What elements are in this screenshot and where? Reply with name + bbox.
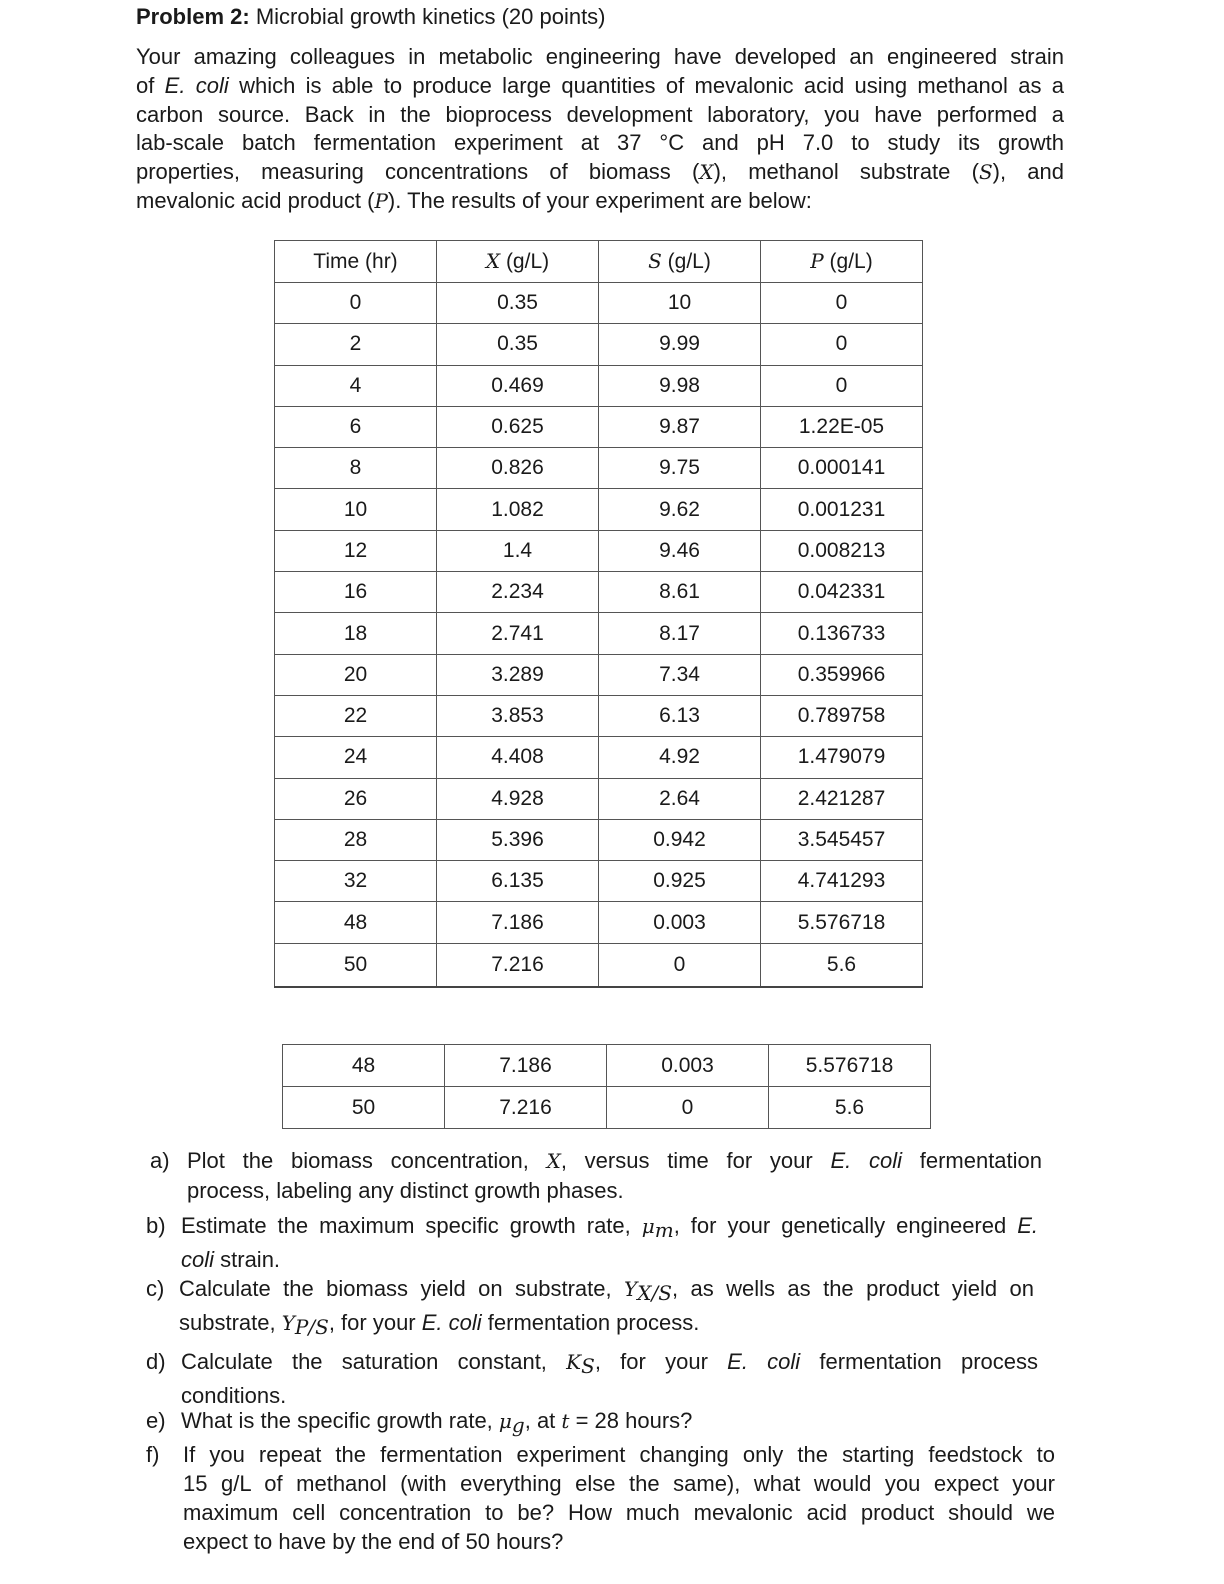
- cell-substrate: 9.87: [599, 406, 761, 447]
- intro-line: properties, measuring concentrations of biomass (X), methanol substrate (S), and: [136, 159, 1064, 185]
- cell-product: 0.042331: [761, 572, 923, 613]
- cell-substrate: 0.942: [599, 819, 761, 860]
- cell-time: 2: [275, 324, 437, 365]
- cell-time: 28: [275, 819, 437, 860]
- problem-heading: Microbial growth kinetics (20 points): [249, 4, 606, 29]
- cell-biomass: 0.469: [437, 365, 599, 406]
- question-text: Estimate the maximum specific growth rate, $\mu_m$, for your genetically engineered E.: [181, 1213, 1038, 1242]
- question-label: d): [146, 1349, 166, 1374]
- question-text: 15 g/L of methanol (with everything else the same), what would you expect your: [183, 1471, 1055, 1496]
- question-text: maximum cell concentration to be? How much mevalonic acid product should we: [183, 1500, 1055, 1525]
- cell-time: 22: [275, 695, 437, 736]
- cell-time: 48: [283, 1045, 445, 1087]
- cell-biomass: 7.186: [437, 902, 599, 943]
- cell-product: 0.359966: [761, 654, 923, 695]
- cell-biomass: 7.186: [445, 1045, 607, 1087]
- table-row: [275, 943, 923, 987]
- cell-substrate: 8.17: [599, 613, 761, 654]
- intro-line: Your amazing colleagues in metabolic engineering have developed an engineered strain: [136, 44, 1064, 69]
- question-label: a): [150, 1148, 170, 1173]
- repeated-rows-table: [282, 1044, 931, 1129]
- cell-substrate: 0.003: [607, 1045, 769, 1087]
- cell-product: 0.001231: [761, 489, 923, 530]
- cell-biomass: 4.928: [437, 778, 599, 819]
- header-product: P (g/L): [761, 241, 923, 283]
- cell-biomass: 1.082: [437, 489, 599, 530]
- table-row: [275, 365, 923, 406]
- header-substrate: S (g/L): [599, 241, 761, 283]
- question-text: Calculate the biomass yield on substrate, $Y_{X/S}$, as wells as the product yield on: [179, 1276, 1035, 1305]
- table-row: [275, 489, 923, 530]
- cell-biomass: 0.35: [437, 324, 599, 365]
- question-text: conditions.: [181, 1383, 287, 1408]
- cell-substrate: 0: [607, 1087, 769, 1129]
- table-row: [275, 819, 923, 860]
- cell-biomass: 7.216: [437, 943, 599, 987]
- table-row: [275, 737, 923, 778]
- question-d: [146, 1347, 1038, 1410]
- table-row: [275, 902, 923, 943]
- cell-product: 1.22E-05: [761, 406, 923, 447]
- question-label: c): [146, 1276, 165, 1301]
- question-label: b): [146, 1213, 166, 1238]
- cell-substrate: 10: [599, 283, 761, 324]
- results-table: [274, 240, 923, 988]
- cell-product: 0.000141: [761, 448, 923, 489]
- cell-product: 4.741293: [761, 861, 923, 902]
- cell-substrate: 7.34: [599, 654, 761, 695]
- cell-substrate: 0: [599, 943, 761, 987]
- cell-biomass: 5.396: [437, 819, 599, 860]
- cell-substrate: 8.61: [599, 572, 761, 613]
- cell-time: 32: [275, 861, 437, 902]
- problem-number: Problem 2:: [136, 4, 250, 29]
- question-f: [146, 1440, 1055, 1556]
- cell-biomass: 2.741: [437, 613, 599, 654]
- cell-substrate: 4.92: [599, 737, 761, 778]
- problem-intro: [136, 43, 1064, 216]
- cell-product: 5.6: [761, 943, 923, 987]
- cell-substrate: 9.99: [599, 324, 761, 365]
- question-label: e): [146, 1408, 166, 1433]
- cell-biomass: 3.853: [437, 695, 599, 736]
- cell-time: 20: [275, 654, 437, 695]
- intro-line: lab-scale batch fermentation experiment at 37 °C and pH 7.0 to study its growth: [136, 130, 1064, 156]
- question-e: [146, 1406, 1038, 1440]
- cell-product: 0.008213: [761, 530, 923, 571]
- cell-time: 50: [283, 1087, 445, 1129]
- cell-time: 6: [275, 406, 437, 447]
- header-time: Time (hr): [275, 241, 437, 283]
- cell-biomass: 0.625: [437, 406, 599, 447]
- table-row: [275, 283, 923, 324]
- question-text: coli strain.: [181, 1247, 281, 1272]
- table-row: [275, 778, 923, 819]
- question-text: Plot the biomass concentration, X, versus time for your E. coli fermentation: [187, 1148, 1043, 1173]
- question-c: [146, 1274, 1034, 1342]
- cell-substrate: 9.75: [599, 448, 761, 489]
- table-row: [283, 1087, 931, 1129]
- cell-product: 5.576718: [761, 902, 923, 943]
- cell-time: 26: [275, 778, 437, 819]
- question-text: Calculate the saturation constant, $K_S$, for your E. coli fermentation process: [181, 1349, 1038, 1378]
- table-row: [275, 406, 923, 447]
- question-text: substrate, $Y_{P/S}$, for your E. coli fermentation process.: [179, 1310, 700, 1339]
- cell-time: 0: [275, 283, 437, 324]
- cell-biomass: 1.4: [437, 530, 599, 571]
- cell-time: 12: [275, 530, 437, 571]
- cell-biomass: 3.289: [437, 654, 599, 695]
- cell-time: 8: [275, 448, 437, 489]
- cell-time: 50: [275, 943, 437, 987]
- cell-product: 0: [761, 324, 923, 365]
- cell-biomass: 4.408: [437, 737, 599, 778]
- cell-time: 4: [275, 365, 437, 406]
- cell-substrate: 6.13: [599, 695, 761, 736]
- header-biomass: X (g/L): [437, 241, 599, 283]
- cell-biomass: 0.35: [437, 283, 599, 324]
- cell-substrate: 9.62: [599, 489, 761, 530]
- question-a: [150, 1146, 1042, 1205]
- table-row: [275, 861, 923, 902]
- intro-line: mevalonic acid product (P). The results of your experiment are below:: [136, 187, 812, 213]
- cell-product: 0.136733: [761, 613, 923, 654]
- cell-time: 10: [275, 489, 437, 530]
- cell-product: 5.6: [769, 1087, 931, 1129]
- question-text: expect to have by the end of 50 hours?: [183, 1529, 564, 1554]
- cell-substrate: 2.64: [599, 778, 761, 819]
- cell-product: 0: [761, 283, 923, 324]
- cell-product: 2.421287: [761, 778, 923, 819]
- question-label: f): [146, 1442, 160, 1467]
- table-row: [275, 613, 923, 654]
- question-text: process, labeling any distinct growth phases.: [187, 1178, 624, 1203]
- problem-title: [136, 4, 606, 30]
- cell-product: 1.479079: [761, 737, 923, 778]
- cell-product: 0.789758: [761, 695, 923, 736]
- table-row: [275, 695, 923, 736]
- cell-time: 24: [275, 737, 437, 778]
- cell-biomass: 2.234: [437, 572, 599, 613]
- cell-substrate: 9.98: [599, 365, 761, 406]
- intro-line: of E. coli which is able to produce large quantities of mevalonic acid using methanol as a: [136, 72, 1064, 98]
- question-text: What is the specific growth rate, $\mu_g$, at t = 28 hours?: [181, 1408, 693, 1437]
- table-row: [275, 530, 923, 571]
- cell-biomass: 7.216: [445, 1087, 607, 1129]
- cell-biomass: 6.135: [437, 861, 599, 902]
- cell-substrate: 9.46: [599, 530, 761, 571]
- cell-time: 16: [275, 572, 437, 613]
- table-row: [275, 324, 923, 365]
- cell-time: 18: [275, 613, 437, 654]
- cell-substrate: 0.925: [599, 861, 761, 902]
- cell-product: 5.576718: [769, 1045, 931, 1087]
- cell-time: 48: [275, 902, 437, 943]
- table-header-row: [275, 241, 923, 283]
- cell-product: 0: [761, 365, 923, 406]
- cell-biomass: 0.826: [437, 448, 599, 489]
- intro-line: carbon source. Back in the bioprocess development laboratory, you have performed a: [136, 101, 1064, 127]
- table-row: [275, 448, 923, 489]
- question-text: If you repeat the fermentation experiment changing only the starting feedstock to: [183, 1442, 1055, 1467]
- cell-substrate: 0.003: [599, 902, 761, 943]
- table-row: [275, 654, 923, 695]
- table-row: [283, 1045, 931, 1087]
- question-b: [146, 1211, 1038, 1274]
- cell-product: 3.545457: [761, 819, 923, 860]
- table-row: [275, 572, 923, 613]
